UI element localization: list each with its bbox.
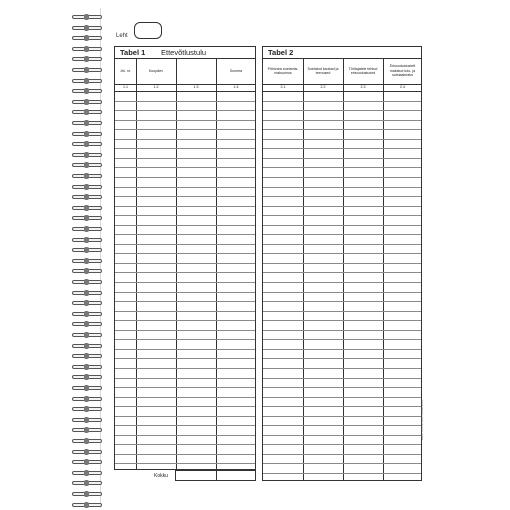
punch-hole xyxy=(84,56,89,62)
table-row-line xyxy=(263,225,421,226)
spiral-coil xyxy=(62,173,104,179)
table-row-line xyxy=(263,234,421,235)
table-row-line xyxy=(263,110,421,111)
table-row-line xyxy=(115,225,255,226)
column-number: 2.4 xyxy=(400,85,405,90)
spiral-coil xyxy=(62,321,104,327)
table-row-line xyxy=(115,463,255,464)
spiral-coil xyxy=(62,120,104,126)
punch-hole xyxy=(84,438,89,444)
table-row-line xyxy=(263,301,421,302)
spiral-coil xyxy=(62,364,104,370)
table-row-line xyxy=(115,177,255,178)
table-2 xyxy=(262,46,422,481)
punch-hole xyxy=(84,406,89,412)
table-row-line xyxy=(263,177,421,178)
table-row-line xyxy=(115,311,255,312)
table-row-line xyxy=(263,320,421,321)
table-row-line xyxy=(115,120,255,121)
table-row-line xyxy=(115,263,255,264)
punch-hole xyxy=(84,502,89,508)
table-row-line xyxy=(115,406,255,407)
spiral-coil xyxy=(62,56,104,62)
punch-hole xyxy=(84,237,89,243)
punch-hole xyxy=(84,353,89,359)
table-row-line xyxy=(263,444,421,445)
punch-hole xyxy=(84,184,89,190)
punch-hole xyxy=(84,120,89,126)
table-row-line xyxy=(115,339,255,340)
spiral-coil xyxy=(62,205,104,211)
table-2-column-numbers xyxy=(263,84,421,92)
spiral-coil xyxy=(62,152,104,158)
punch-hole xyxy=(84,152,89,158)
punch-hole xyxy=(84,470,89,476)
table-row-line xyxy=(263,349,421,350)
table-row-line xyxy=(115,320,255,321)
table-row-line xyxy=(263,101,421,102)
spiral-coil xyxy=(62,194,104,200)
table-row-line xyxy=(115,139,255,140)
table-row-line xyxy=(115,206,255,207)
table-row-line xyxy=(115,330,255,331)
table-row-line xyxy=(263,368,421,369)
punch-hole xyxy=(84,364,89,370)
spiral-coil xyxy=(62,332,104,338)
punch-hole xyxy=(84,226,89,232)
table-2-column-headers xyxy=(263,58,421,85)
punch-hole xyxy=(84,374,89,380)
table-row-line xyxy=(115,397,255,398)
column-header-erisoodustused: Töötajatele tehtud erisoodustused xyxy=(348,66,378,75)
spiral-coil xyxy=(62,109,104,115)
table-row-line xyxy=(115,196,255,197)
table-row-line xyxy=(115,110,255,111)
spiral-coil xyxy=(62,237,104,243)
column-number: 1.2 xyxy=(153,85,159,90)
table-1 xyxy=(114,46,256,470)
spiral-coil xyxy=(62,449,104,455)
punch-hole xyxy=(84,459,89,465)
table-row-line xyxy=(263,339,421,340)
column-header-soetatud-kaubad: Soetatud kaubad ja teenused xyxy=(307,66,339,75)
column-header-summa: Summa xyxy=(229,68,243,73)
spiral-coil xyxy=(62,385,104,391)
column-header-kuupaev: Kuupäev xyxy=(148,68,164,73)
table-row-line xyxy=(263,206,421,207)
spiral-coil xyxy=(62,279,104,285)
page-number-field[interactable] xyxy=(134,22,162,39)
column-divider xyxy=(303,58,304,480)
table-row-line xyxy=(263,139,421,140)
spiral-coil xyxy=(62,502,104,508)
table-row-line xyxy=(263,292,421,293)
punch-hole xyxy=(84,131,89,137)
spiral-coil xyxy=(62,46,104,52)
table-row-line xyxy=(115,272,255,273)
spiral-coil xyxy=(62,406,104,412)
print-note: EESTI KONTORITARBE 2021 xyxy=(420,399,424,440)
table-row-line xyxy=(115,349,255,350)
spiral-coil xyxy=(62,247,104,253)
table-row-line xyxy=(263,148,421,149)
total-field[interactable] xyxy=(175,470,256,481)
total-divider xyxy=(216,471,217,480)
punch-hole xyxy=(84,268,89,274)
spiral-coil xyxy=(62,258,104,264)
table-row-line xyxy=(115,416,255,417)
column-number: 2.1 xyxy=(280,85,286,90)
punch-hole xyxy=(84,491,89,497)
punch-hole xyxy=(84,247,89,253)
spiral-coil xyxy=(62,162,104,168)
punch-hole xyxy=(84,25,89,31)
table-row-line xyxy=(263,158,421,159)
spiral-coil xyxy=(62,131,104,137)
table-row-line xyxy=(115,292,255,293)
punch-hole xyxy=(84,290,89,296)
table-row-line xyxy=(263,187,421,188)
table-row-line xyxy=(263,196,421,197)
column-number: 1.1 xyxy=(123,85,128,90)
punch-hole xyxy=(84,99,89,105)
spiral-coil xyxy=(62,311,104,317)
punch-hole xyxy=(84,449,89,455)
column-number: 2.3 xyxy=(360,85,366,90)
table-row-line xyxy=(263,416,421,417)
table-row-line xyxy=(263,215,421,216)
spiral-coil xyxy=(62,88,104,94)
table-row-line xyxy=(263,120,421,121)
table-row-line xyxy=(115,244,255,245)
table-row-line xyxy=(115,368,255,369)
spiral-coil xyxy=(62,470,104,476)
spiral-coil xyxy=(62,300,104,306)
spiral-coil xyxy=(62,78,104,84)
column-number: 1.4 xyxy=(233,85,239,90)
punch-hole xyxy=(84,332,89,338)
table-1-subtitle: Ettevõtlustulu xyxy=(161,48,207,57)
punch-hole xyxy=(84,396,89,402)
table-1-title: Tabel 1 xyxy=(120,48,146,57)
table-row-line xyxy=(263,473,421,474)
table-row-line xyxy=(115,101,255,102)
punch-hole xyxy=(84,279,89,285)
spiral-coil xyxy=(62,438,104,444)
spiral-coil xyxy=(62,491,104,497)
spiral-coil xyxy=(62,268,104,274)
spiral-coil xyxy=(62,374,104,380)
punch-hole xyxy=(84,311,89,317)
page-label: Leht xyxy=(116,33,128,39)
punch-hole xyxy=(84,194,89,200)
punch-hole xyxy=(84,88,89,94)
table-row-line xyxy=(115,158,255,159)
table-row-line xyxy=(263,454,421,455)
table-row-line xyxy=(115,148,255,149)
table-row-line xyxy=(263,129,421,130)
punch-hole xyxy=(84,141,89,147)
column-header-pohivara: Põhivara soetamis-maksumus xyxy=(267,66,299,75)
punch-hole xyxy=(84,385,89,391)
column-number: 2.2 xyxy=(320,85,326,90)
spiral-coil xyxy=(62,67,104,73)
column-number: 1.3 xyxy=(193,85,199,90)
punch-hole xyxy=(84,480,89,486)
punch-hole xyxy=(84,67,89,73)
spiral-coil xyxy=(62,459,104,465)
table-row-line xyxy=(263,253,421,254)
spiral-coil xyxy=(62,184,104,190)
column-header-blank xyxy=(176,58,216,84)
table-row-line xyxy=(263,311,421,312)
table-row-line xyxy=(263,435,421,436)
punch-hole xyxy=(84,35,89,41)
table-row-line xyxy=(115,358,255,359)
punch-hole xyxy=(84,205,89,211)
punch-hole xyxy=(84,173,89,179)
column-divider xyxy=(383,58,384,480)
spiral-coil xyxy=(62,99,104,105)
table-row-line xyxy=(115,378,255,379)
table-row-line xyxy=(115,301,255,302)
table-row-line xyxy=(263,406,421,407)
table-row-line xyxy=(115,444,255,445)
table-row-line xyxy=(115,425,255,426)
punch-hole xyxy=(84,78,89,84)
spiral-coil xyxy=(62,417,104,423)
punch-hole xyxy=(84,215,89,221)
table-2-title: Tabel 2 xyxy=(268,48,294,57)
spiral-coil xyxy=(62,396,104,402)
total-label: Kokku xyxy=(154,473,168,479)
table-row-line xyxy=(115,167,255,168)
spiral-coil xyxy=(62,480,104,486)
table-row-line xyxy=(263,272,421,273)
spiral-coil xyxy=(62,290,104,296)
punch-hole xyxy=(84,162,89,168)
table-row-line xyxy=(263,244,421,245)
spiral-coil xyxy=(62,35,104,41)
column-divider xyxy=(343,58,344,480)
spiral-coil xyxy=(62,25,104,31)
spiral-coil xyxy=(62,14,104,20)
punch-hole xyxy=(84,321,89,327)
spiral-coil xyxy=(62,353,104,359)
table-row-line xyxy=(115,454,255,455)
punch-hole xyxy=(84,109,89,115)
table-row-line xyxy=(115,435,255,436)
table-row-line xyxy=(115,282,255,283)
spiral-coil xyxy=(62,226,104,232)
table-row-line xyxy=(263,263,421,264)
table-row-line xyxy=(115,129,255,130)
punch-hole xyxy=(84,417,89,423)
spiral-coil xyxy=(62,343,104,349)
table-row-line xyxy=(263,358,421,359)
table-row-line xyxy=(263,282,421,283)
spiral-coil xyxy=(62,427,104,433)
spiral-binding xyxy=(62,14,106,508)
column-header-tulu-sotsiaalmaks: Erisoodustustelt makstud tulu- ja sotsiaalmaks xyxy=(389,64,416,78)
table-row-line xyxy=(263,387,421,388)
table-row-line xyxy=(263,378,421,379)
punch-hole xyxy=(84,300,89,306)
table-row-line xyxy=(263,397,421,398)
table-row-line xyxy=(115,234,255,235)
spiral-coil xyxy=(62,215,104,221)
table-row-line xyxy=(263,330,421,331)
punch-hole xyxy=(84,258,89,264)
punch-hole xyxy=(84,427,89,433)
table-row-line xyxy=(263,167,421,168)
punch-hole xyxy=(84,14,89,20)
table-row-line xyxy=(115,215,255,216)
spiral-coil xyxy=(62,141,104,147)
punch-hole xyxy=(84,343,89,349)
table-row-line xyxy=(263,463,421,464)
table-row-line xyxy=(263,425,421,426)
table-row-line xyxy=(115,387,255,388)
punch-hole xyxy=(84,46,89,52)
table-row-line xyxy=(115,187,255,188)
column-header-jrk-nr: Jrk. nr. xyxy=(120,68,131,73)
table-row-line xyxy=(115,253,255,254)
